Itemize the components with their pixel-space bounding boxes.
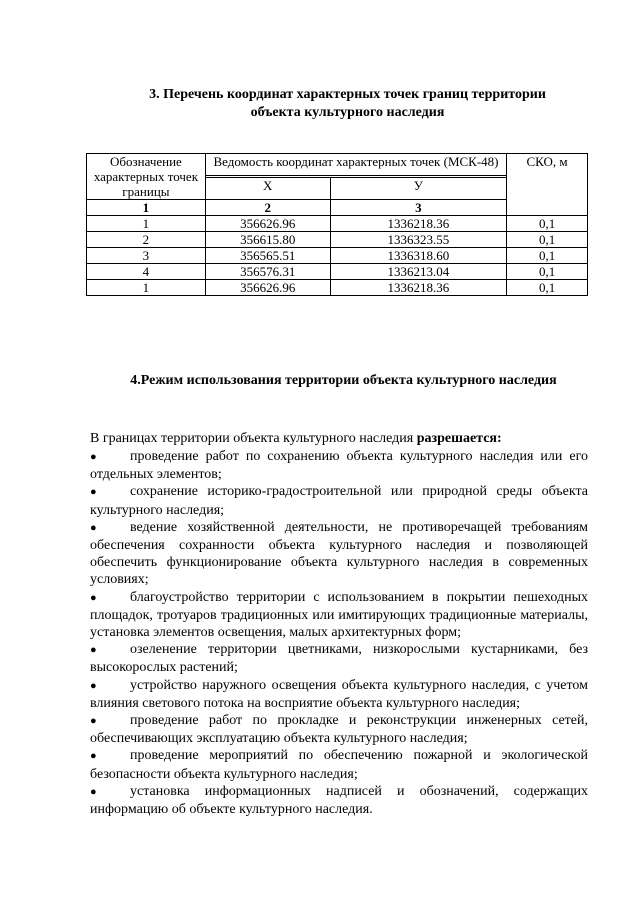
bullet-icon: ● [90, 715, 97, 728]
cell-point: 2 [87, 232, 206, 248]
list-item [90, 747, 588, 782]
cell-y: 1336218.36 [330, 216, 507, 232]
cell-sko: 0,1 [507, 264, 588, 280]
section-4-title: 4.Режим использования территории объекта культурного наследия [130, 373, 557, 388]
permitted-activities-list [90, 448, 588, 818]
column-number-1: 1 [87, 200, 206, 216]
list-item-text: благоустройство территории с использованием в покрытии пешеходных площадок, тротуаров традиционных или имитирующих традиционные материалы, установка элементов освещения, малых архитектурных форм; [90, 589, 588, 641]
header-y: У [330, 177, 507, 199]
list-item-text: проведение работ по прокладке и реконструкции инженерных сетей, обеспечивающих эксплуатацию объекта культурного наследия; [90, 713, 588, 747]
list-item-text: проведение мероприятий по обеспечению пожарной и экологической безопасности объекта культурного наследия; [90, 748, 588, 782]
cell-x: 356615.80 [205, 232, 330, 248]
list-item [90, 712, 588, 747]
cell-point: 3 [87, 248, 206, 264]
section-3-title [90, 86, 605, 122]
list-item-text: озеленение территории цветниками, низкорослыми кустарниками, без высокорослых растений; [90, 642, 588, 676]
column-number-3: 3 [330, 200, 507, 216]
list-item [90, 448, 588, 483]
list-item-text: установка информационных надписей и обозначений, содержащих информацию об объекте культурного наследия. [90, 783, 588, 818]
intro-text: В границах территории объекта культурного наследия [90, 431, 417, 446]
cell-y: 1336323.55 [330, 232, 507, 248]
section-3-title-line1: 3. Перечень координат характерных точек границ территории [149, 87, 546, 102]
cell-x: 356626.96 [205, 280, 330, 296]
bullet-icon: ● [90, 451, 97, 463]
bullet-icon: ● [90, 591, 97, 604]
list-item [90, 641, 588, 676]
table-row [87, 280, 588, 296]
header-sko: СКО, м [507, 154, 588, 216]
cell-point: 4 [87, 264, 206, 280]
table-row [87, 264, 588, 280]
list-item-text: ведение хозяйственной деятельности, не противоречащей требованиям обеспечения сохранности объекта культурного наследия и позволяющей обеспечить функционирование объекта культурного наследия в современных условиях; [90, 519, 588, 588]
bullet-icon: ● [90, 679, 97, 692]
cell-x: 356565.51 [205, 248, 330, 264]
bullet-icon: ● [90, 785, 97, 798]
table-row [87, 248, 588, 264]
bullet-icon: ● [90, 521, 97, 534]
cell-sko: 0,1 [507, 280, 588, 296]
list-item [90, 483, 588, 518]
cell-point: 1 [87, 280, 206, 296]
list-item [90, 519, 588, 589]
table-row [87, 216, 588, 232]
cell-sko: 0,1 [507, 232, 588, 248]
header-x: X [205, 177, 330, 199]
header-point-designation: Обозначение характерных точек границы [87, 154, 206, 200]
bullet-icon: ● [90, 750, 97, 763]
cell-point: 1 [87, 216, 206, 232]
coordinates-table [86, 153, 588, 296]
intro-bold: разрешается: [416, 431, 502, 446]
cell-sko: 0,1 [507, 216, 588, 232]
table-row [87, 232, 588, 248]
bullet-icon: ● [90, 644, 97, 657]
list-item [90, 589, 588, 642]
section-3-title-line2: объекта культурного наследия [250, 105, 445, 120]
list-item-text: сохранение историко-градостроительной или природной среды объекта культурного наследия; [90, 484, 588, 518]
section-4-intro [90, 430, 588, 447]
cell-x: 356576.31 [205, 264, 330, 280]
cell-y: 1336218.36 [330, 280, 507, 296]
list-item [90, 677, 588, 712]
cell-sko: 0,1 [507, 248, 588, 264]
header-coordinates-group: Ведомость координат характерных точек (МСК-48) [205, 154, 506, 176]
list-item-text: проведение работ по сохранению объекта культурного наследия или его отдельных элементов; [90, 449, 588, 483]
cell-y: 1336213.04 [330, 264, 507, 280]
bullet-icon: ● [90, 486, 97, 499]
cell-x: 356626.96 [205, 216, 330, 232]
list-item-text: устройство наружного освещения объекта культурного наследия, с учетом влияния светового потока на восприятие объекта культурного наследия; [90, 677, 588, 711]
column-number-2: 2 [205, 200, 330, 216]
cell-y: 1336318.60 [330, 248, 507, 264]
list-item [90, 783, 588, 818]
